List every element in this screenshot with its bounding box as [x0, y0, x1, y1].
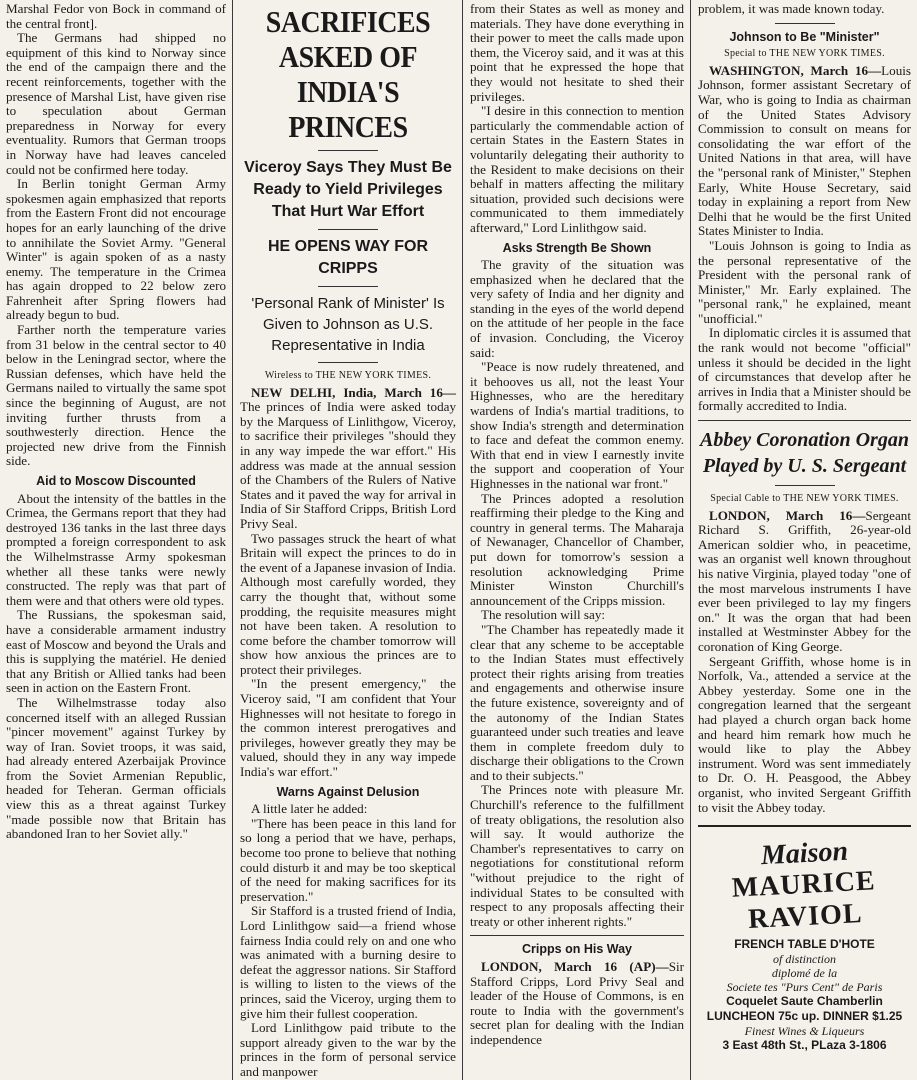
article-paragraph: The Princes note with pleasure Mr. Churchill's reference to the fulfillment of treaty obligations, the resolution also will say. It would authorize the Chamber's representatives to carry on negotiations for constitutional reform "without prejudice to the right of individual States to be consulted with respect to any proposals affecting their treaty or other inherent rights."	[470, 782, 684, 929]
dateline: LONDON, March 16—	[709, 507, 866, 523]
headline-deck: 'Personal Rank of Minister' Is Given to Johnson as U.S. Representative in India	[251, 295, 445, 354]
divider	[318, 150, 378, 151]
article-paragraph: "The Chamber has repeatedly made it clear that any scheme to be acceptable to the Indian States must effectively protect their rights arising from treaties and engagements and otherwise insure the future existence, sovereignty and of the autonomy of the Indian States guaranteed under such treaties and leave them in complete freedom duly to discharge their obligations to the Crown and to their subjects."	[470, 621, 684, 783]
article-paragraph: Two passages struck the heart of what Britain will expect the princes to do in the event of a Japanese invasion of India. Although most carefully worded, they carry the thought that, without some prodding, the requisite measures might not have been taken. A resolution to come before the chamber tomorrow will show how anxious the princes are to protect their privileges.	[240, 530, 456, 677]
ad-line: Finest Wines & Liqueurs	[744, 1024, 865, 1039]
divider	[775, 485, 835, 486]
column-rule	[690, 0, 691, 1080]
lead-paragraph: The princes of India were asked today by the Marquess of Linlithgow, Viceroy, to sacrifice their privileges "should they in any way impede the war effort." His address was made at the annual session of the Chambers of the Rulers of Native States and it paved the way for arrival in India of Sir Stafford Cripps, British Lord Privy Seal.	[240, 399, 456, 531]
column-1	[0, 0, 232, 1080]
ad-line: Societe tes "Purs Cent" de Paris	[726, 980, 883, 995]
wire-credit: Special to THE NEW YORK TIMES.	[724, 48, 885, 60]
column-4	[692, 0, 917, 1080]
section-subhead: Aid to Moscow Discounted	[36, 474, 196, 488]
article-paragraph: Farther north the temperature varies from 31 below in the central sector to 40 below in the Leningrad sector, where the Russian defenses, which have held the Germans nailed to virtually the same spot since the beginning of August, are not inviting further thrusts from a southwesterly direction. Hence the projected new drive from the Finnish side.	[6, 322, 226, 469]
ad-line: diplomé de la	[771, 966, 838, 981]
article-paragraph: Louis Johnson, former assistant Secretary of War, who is going to India as chairman of the United States Advisory Commission to consult on means for consolidating the war effort of the United Nations in that area, will have the "personal rank of Minister," Stephen Early, White House Secretary, said today in explaining a report from New Delhi that he would be the first United States Minister to India.	[698, 62, 911, 239]
article-paragraph: "Peace is now rudely threatened, and it behooves us all, not the least Your Highnesses, who are the hereditary wardens of India's martial traditions, to show India's strength and determination to face and defeat the common enemy. With that end in view I earnestly invite the support and cooperation of Your Highnesses in the national war front."	[470, 359, 684, 491]
article-paragraph: About the intensity of the battles in the Crimea, the Germans report that they had destroyed 136 tanks in the last three days prompted a foreign correspondent to ask the Wilhelmstrasse Army spokesman whether all these tanks were newly constructed. The reply was that part of them were and that others were old types.	[6, 490, 226, 608]
article-paragraph: "There has been peace in this land for so long a period that we have, perhaps, become too prone to believe that nothing could disturb it and may be too skeptical of the need for making sacrifices for its preservation."	[240, 815, 456, 904]
headline-deck: HE OPENS WAY FOR CRIPPS	[267, 238, 429, 277]
column-3	[464, 0, 690, 1080]
article-headline: Abbey Coronation Organ Played by U. S. Sergeant	[700, 429, 909, 478]
wire-credit: Wireless to THE NEW YORK TIMES.	[264, 370, 432, 381]
article-paragraph: Sir Stafford is a trusted friend of India, Lord Linlithgow said—a friend whose fairness India could rely on and one who was animated with a burning desire to defeat the aggressor nations. Sir Stafford is willing to listen to the views of the princes, said the Viceroy, urging them to give him their fullest cooperation.	[240, 903, 456, 1021]
article-paragraph: Sir Stafford Cripps, Lord Privy Seal and leader of the House of Commons, is en route to India with the government's secret plan for dealing with the Indian independence	[470, 959, 684, 1047]
article-paragraph: The Princes adopted a resolution reaffirming their pledge to the King and country in general terms. The Maharaja of Newanager, Chancellor of Chamber, put down for tomorrow's session a resolution acknowledging Prime Minister Winston Churchill's announcement of the Cripps mission.	[470, 490, 684, 608]
ad-maison: Maison	[760, 835, 849, 872]
article-paragraph: from their States as well as money and materials. They have done everything in their power to meet the calls made upon them, the Viceroy said, and it was at this point that he expressed the hope that they would not hesitate to shed their privileges.	[470, 1, 684, 104]
ad-line: 3 East 48th St., PLaza 3-1806	[722, 1038, 887, 1053]
dateline: NEW DELHI, India, March 16—	[251, 384, 456, 400]
dateline: WASHINGTON, March 16—	[709, 62, 882, 78]
article-paragraph: "In the present emergency," the Viceroy said, "I am confident that Your Highnesses will not hesitate to forego in the common interest prerogatives and privileges, however greatly they may be valued, should they in any way impede India's war effort."	[240, 676, 456, 780]
section-subhead: Johnson to Be "Minister"	[729, 29, 880, 44]
column-2	[234, 0, 462, 1080]
section-subhead: Cripps on His Way	[522, 942, 632, 957]
column-rule	[462, 0, 463, 1080]
ad-line: Coquelet Saute Chamberlin	[726, 994, 883, 1009]
main-headline: SACRIFICES ASKED OF INDIA'S PRINCES	[265, 4, 431, 144]
article-paragraph: Sergeant Richard S. Griffith, 26-year-old American soldier who, in peacetime, was an organist well known throughout his native Virginia, played today "one of the most marvelous instruments I have ever been privileged to lay my fingers on." It was the organ that had been installed at Westminster Abbey for the coronation of King George.	[698, 507, 911, 654]
article-paragraph: problem, it was made known today.	[698, 1, 885, 16]
divider	[470, 935, 684, 936]
article-paragraph: Sergeant Griffith, whose home is in Norfolk, Va., attended a service at the Abbey yesterday. Some one in the congregation learned that the sergeant had played a church organ back home and heard him remark how much he would like to play the Abbey instrument. Word was sent immediately to Dr. O. H. Peasgood, the Abbey organist, who invited Sergeant Griffith to visit the Abbey today.	[698, 653, 911, 815]
wire-credit: Special Cable to THE NEW YORK TIMES.	[710, 493, 899, 505]
article-paragraph: "I desire in this connection to mention particularly the commendable action of certain States in the Eastern States in voluntarily delegating their authority to the Resident to make decisions on their behalf in matters affecting the military situation, provided such decisions were communicated to them immediately afterward," Lord Linlithgow said.	[470, 103, 684, 235]
ad-line: FRENCH TABLE D'HOTE	[734, 937, 875, 952]
divider	[318, 229, 378, 230]
dateline: LONDON, March 16 (AP)—	[481, 959, 669, 974]
article-paragraph: Marshal Fedor von Bock in command of the central front].	[6, 1, 226, 31]
article-paragraph: Lord Linlithgow paid tribute to the support already given to the war by the princes in the form of personal service and manpower	[240, 1020, 456, 1079]
article-paragraph: The gravity of the situation was emphasized when he declared that the very safety of India and her dignity and standing in the eyes of the world depend on the attitude of her people in the face of invasion. Concluding, the Viceroy said:	[470, 257, 684, 360]
article-paragraph: "Louis Johnson is going to India as the personal representative of the President with the personal rank of Minister," Mr. Early explained. The "personal rank," he explained, meant "unofficial."	[698, 237, 911, 326]
section-subhead: Warns Against Delusion	[276, 784, 420, 799]
article-paragraph: In Berlin tonight German Army spokesmen again emphasized that reports from the Eastern Front did not encourage hopes for an early launching of the drive to annihilate the Soviet Army. "General Winter" is again spoken of as a nasty enemy. The temperature in the Crimea has again dropped to 22 below zero Fahrenheit after Spring flowers had already begun to bud.	[6, 176, 226, 323]
ad-restaurant-name: MAURICE RAVIOL	[730, 865, 877, 936]
article-paragraph: In diplomatic circles it is assumed that the rank would not become "official" unless it should be decided in the light of circumstances that develop after he arrives in India that a Minister should be formally accredited to India.	[698, 325, 911, 414]
article-paragraph: A little later he added:	[251, 801, 368, 817]
article-paragraph: The resolution will say:	[481, 607, 606, 623]
divider	[318, 286, 378, 287]
divider	[698, 420, 911, 421]
section-subhead: Asks Strength Be Shown	[502, 240, 652, 255]
article-paragraph: The Russians, the spokesman said, have a considerable armament industry east of Moscow and beyond the Urals and this is supplying the matériel. He denied that any British or Allied tanks had been seen in action on the Eastern Front.	[6, 607, 226, 696]
divider	[318, 362, 378, 363]
ad-line: of distinction	[773, 952, 836, 967]
article-paragraph: The Germans had shipped no equipment of this kind to Norway since the end of the campaign there and the recent reinforcements, together with the presence of Marshal List, have given rise to speculation about German preparedness in Norway for every eventuality. Rumors that German troops in Norway have had leaves canceled could not be confirmed here today.	[6, 30, 226, 177]
ad-line: LUNCHEON 75c up. DINNER $1.25	[706, 1009, 903, 1024]
headline-deck: Viceroy Says They Must Be Ready to Yield Privileges That Hurt War Effort	[244, 159, 452, 220]
article-paragraph: The Wilhelmstrasse today also concerned itself with an alleged Russian "pincer movement" against Turkey by way of Iran. Soviet troops, it was said, had already entered Azerbaijak Province from the Soviet Armenian Republic, headed for Teheran. German officials view this as a threat against Turkey "made possible now that Britain has abandoned Iran to her Soviet ally."	[6, 694, 226, 842]
divider	[775, 23, 835, 24]
restaurant-advertisement	[698, 825, 911, 1053]
column-rule	[232, 0, 233, 1080]
